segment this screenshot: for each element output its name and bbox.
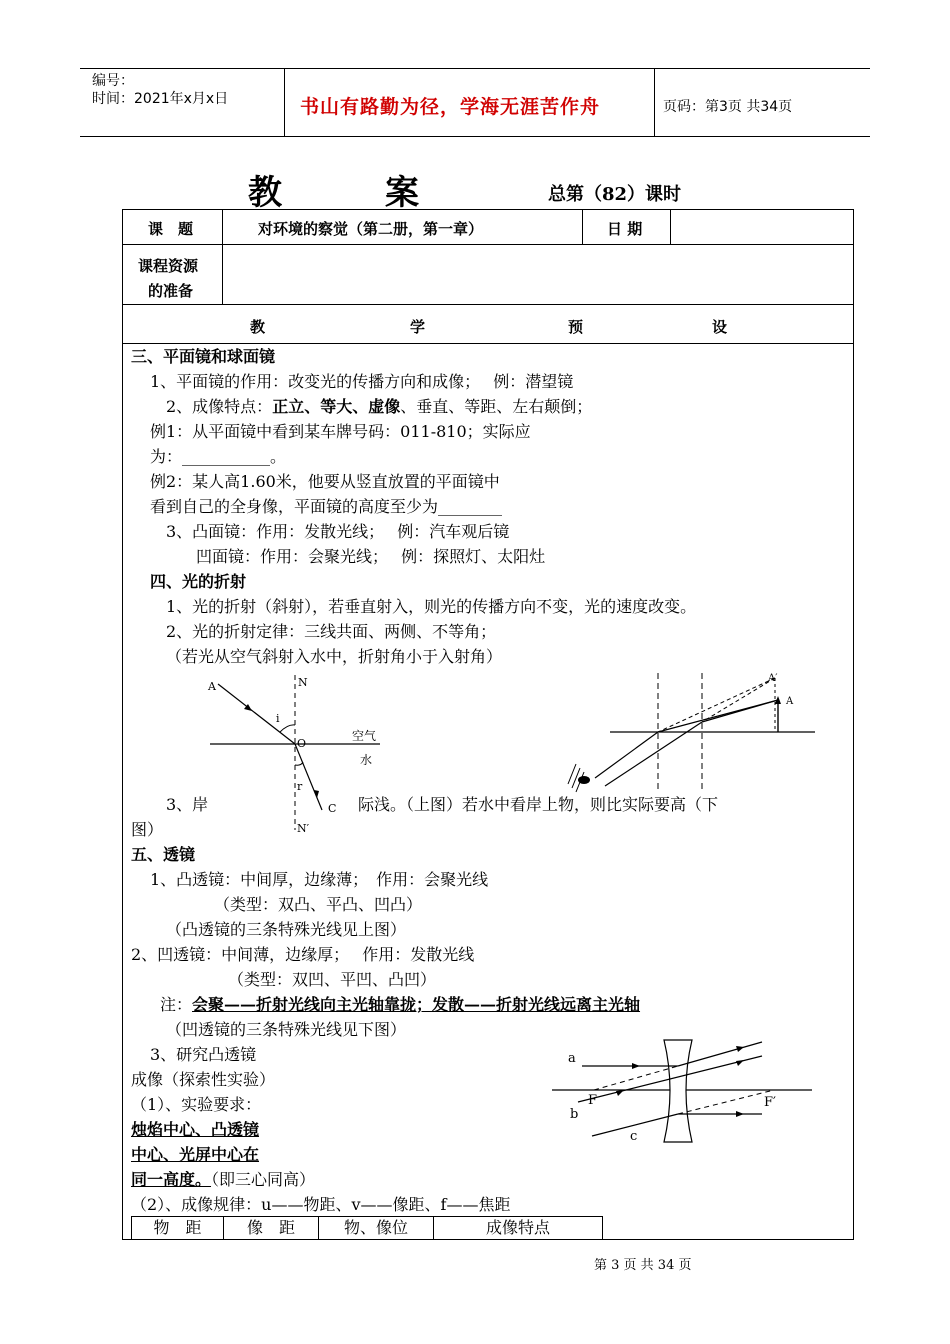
ray-c-arrow (736, 1111, 744, 1117)
col-object-distance: 物 距 (132, 1217, 224, 1239)
label-N-prime: N′ (297, 822, 310, 835)
requirement-1: 烛焰中心、凸透镜 (131, 1120, 260, 1139)
ray-b-out-arrow (736, 1060, 744, 1066)
period-label: 总第（82）课时 (548, 184, 682, 205)
section-5-title: 五、透镜 (131, 845, 196, 864)
example-1-b: 为：___________。 (150, 447, 287, 466)
label-N: N (298, 676, 308, 689)
s3-line-3b: 凹面镜：作用：会聚光线； 例：探照灯、太阳灶 (196, 547, 546, 566)
title-right: 案 (385, 173, 419, 213)
concave-lens (664, 1040, 692, 1142)
label-A-prime: A′ (768, 673, 778, 684)
row-rule-2 (122, 304, 854, 305)
refracted-ray (295, 744, 322, 810)
lens-ray-diagram (560, 668, 820, 798)
col-rule-1 (222, 209, 223, 304)
example-2-b: 看到自己的全身像，平面镜的高度至少为________ (150, 497, 503, 516)
imaging-rule: （2）、成像规律：u——物距、v——像距、f——焦距 (131, 1195, 511, 1214)
preset-char-4: 设 (712, 318, 728, 336)
label-focus-F-prime: F′ (764, 1095, 776, 1110)
s5-line-1c: （凸透镜的三条特殊光线见上图） (166, 920, 407, 939)
label-water: 水 (360, 753, 373, 767)
header-divider-1 (284, 68, 285, 136)
requirement-3: 同一高度。（即三心同高） (131, 1170, 316, 1189)
title-left: 教 (248, 173, 284, 213)
requirement-2: 中心、光屏中心在 (131, 1145, 260, 1164)
label-ray-a: a (568, 1051, 576, 1066)
s4-line-2: 2、光的折射定律：三线共面、两侧、不等角； (166, 622, 497, 641)
virtual-ray-2 (702, 678, 775, 722)
ray-c-virtual (678, 1090, 774, 1114)
example-1-a: 例1：从平面镜中看到某车牌号码：011-810；实际应 (150, 422, 531, 441)
header-divider-2 (654, 68, 655, 136)
col-image-distance: 像 距 (224, 1217, 319, 1239)
topic-label: 课 题 (148, 220, 194, 238)
s4-line-3b: 际浅。（上图）若水中看岸上物，则比实际要高（下 (358, 793, 718, 818)
s4-line-1: 1、光的折射（斜射），若垂直射入，则光的传播方向不变，光的速度改变。 (166, 597, 697, 616)
motto: 书山有路勤为径，学海无涯苦作舟 (300, 96, 601, 118)
example-2-a: 例2：某人高1.60米，他要从竖直放置的平面镜中 (150, 472, 500, 491)
date-field-label: 日 期 (607, 220, 643, 238)
s5-line-2: 2、凹透镜：中间薄，边缘厚； 作用：发散光线 (131, 945, 475, 964)
preset-char-1: 教 (250, 318, 266, 336)
label-C: C (328, 802, 337, 815)
label-A: A (208, 680, 216, 693)
col-position: 物、像位 (319, 1217, 434, 1239)
s5-line-2b: （类型：双凹、平凹、凸凹） (228, 970, 437, 989)
s5-line-3b: 成像（探索性实验） (131, 1070, 276, 1089)
s3-line-2: 2、成像特点：正立、等大、虚像、垂直、等距、左右颠倒； (166, 397, 593, 416)
label-ray-c: c (630, 1129, 638, 1144)
label-focus-F: F (588, 1093, 598, 1108)
ray-a-arrow (632, 1063, 640, 1069)
requirements-heading: （1）、实验要求： (131, 1095, 262, 1114)
col-image-features: 成像特点 (485, 1218, 550, 1237)
header-top-rule (80, 68, 870, 69)
s5-line-1: 1、凸透镜：中间厚，边缘薄； 作用：会聚光线 (150, 870, 489, 889)
label-i: i (276, 712, 280, 725)
preset-char-2: 学 (410, 318, 426, 336)
ray-a-virtual (594, 1066, 678, 1090)
resource-label-2: 的准备 (148, 282, 194, 300)
col-rule-3 (670, 209, 671, 244)
resource-label-1: 课程资源 (138, 257, 199, 275)
label-A-object: A (786, 696, 794, 707)
header-bottom-rule (80, 136, 870, 137)
note-line: 注：会聚——折射光线向主光轴靠拢；发散——折射光线远离主光轴 (160, 995, 641, 1014)
page-info: 页码：第3页 共34页 (663, 99, 793, 115)
s5-line-3: 3、研究凸透镜 (150, 1045, 257, 1064)
s3-line-1: 1、平面镜的作用：改变光的传播方向和成像； 例：潜望镜 (150, 372, 574, 391)
page-footer: 第 3 页 共 34 页 (594, 1258, 692, 1273)
section-3-title: 三、平面镜和球面镜 (131, 347, 276, 366)
s4-line-2b: （若光从空气斜射入水中，折射角小于入射角） (166, 647, 503, 666)
s5-line-2c: （凹透镜的三条特殊光线见下图） (166, 1020, 407, 1039)
date-label: 时间：2021年x月x日 (92, 91, 229, 107)
topic-value: 对环境的察觉（第二册，第一章） (258, 220, 484, 238)
incidence-angle-arc (280, 725, 295, 732)
header-meta (92, 72, 228, 108)
ray-b-arrow (616, 1090, 624, 1096)
s4-line-3c: 图） (131, 820, 164, 839)
col-rule-2 (582, 209, 583, 244)
row-rule-1 (122, 244, 854, 245)
preset-char-3: 预 (568, 318, 584, 336)
refraction-angle-arc (295, 762, 303, 765)
imaging-rules-table (131, 1216, 603, 1240)
real-ray-2 (702, 700, 778, 722)
section-4-title: 四、光的折射 (150, 572, 247, 591)
s4-line-3a: 3、岸 (166, 793, 208, 818)
concave-lens-diagram (552, 1036, 814, 1146)
label-r: r (297, 780, 303, 793)
code-label: 编号： (92, 73, 134, 89)
s3-line-3a: 3、凸面镜：作用：发散光线； 例：汽车观后镜 (166, 522, 510, 541)
label-ray-b: b (570, 1107, 579, 1122)
label-O: O (297, 737, 307, 750)
incident-ray (218, 684, 295, 744)
row-rule-3 (122, 343, 854, 344)
label-air: 空气 (352, 729, 377, 743)
s5-line-1b: （类型：双凸、平凸、凹凸） (214, 895, 423, 914)
eye-lashes-icon (568, 764, 584, 792)
ray-a-out-arrow (736, 1046, 744, 1052)
